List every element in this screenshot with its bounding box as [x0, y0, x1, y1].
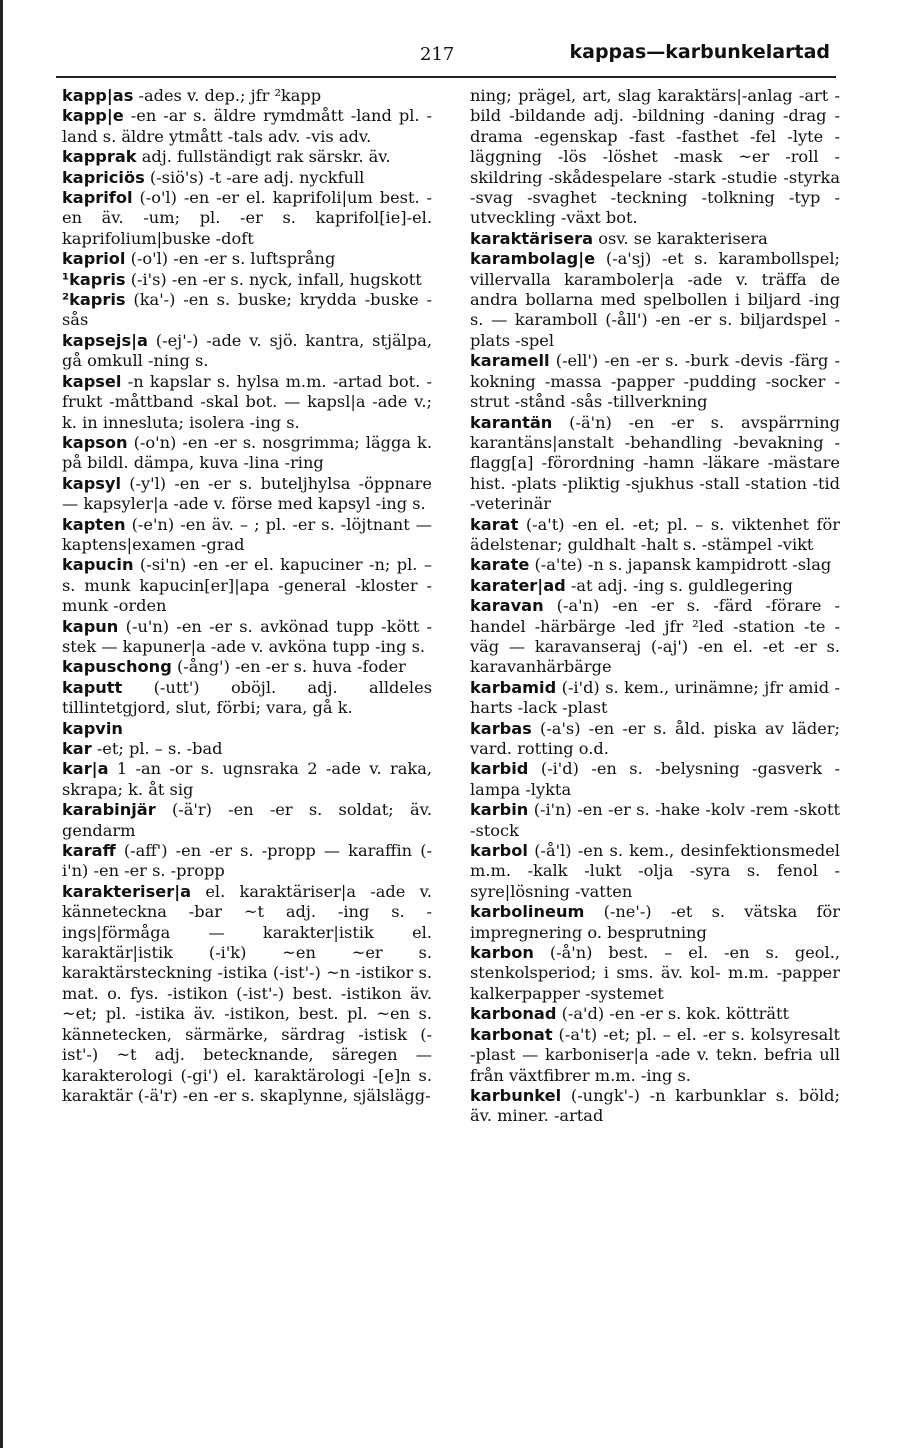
headword: karavan [470, 596, 544, 616]
headword: karantän [470, 412, 553, 432]
dictionary-entry: kar|a 1 -an -or s. ugnsraka 2 -ade v. raka, skrapa; k. åt sig [62, 759, 432, 799]
running-head: kappas—karbunkelartad [569, 41, 830, 63]
right-column [470, 86, 840, 1127]
dictionary-entry: karabinjär (-ä'r) -en -er s. soldat; äv. gendarm [62, 800, 432, 840]
headword: kar [62, 739, 92, 758]
headword: karbamid [470, 677, 557, 697]
dictionary-entry: kapp|as -ades v. dep.; jfr ²kapp [62, 86, 322, 105]
dictionary-entry: kar -et; pl. – s. -bad [62, 739, 223, 758]
headword: karamell [470, 351, 550, 371]
dictionary-entry: kapuschong (-ång') -en -er s. huva -foder [62, 657, 406, 677]
dictionary-entry: karat (-a't) -en el. -et; pl. – s. viktenhet för ädelstenar; guldhalt -halt s. -stämpel -vikt [470, 514, 840, 554]
dictionary-entry: karater|ad -at adj. -ing s. guldlegering [470, 575, 793, 595]
headword: kapriciös [62, 167, 145, 187]
headword: ¹kapris [62, 269, 126, 289]
dictionary-entry: karate (-a'te) -n s. japansk kampidrott -slag [470, 555, 832, 575]
headword: kapuschong [62, 657, 172, 677]
page-edge-rule [0, 0, 3, 1448]
headword: karbolineum [470, 902, 585, 922]
dictionary-entry: karantän (-ä'n) -en -er s. avspärrning karantäns|anstalt -behandling -bevakning -flagg[a] -förordning -hamn -läkare -mästare hist. -plats -pliktig -sjukhus -stall -station -tid -veterinär [470, 412, 840, 514]
headword: kapucin [62, 555, 134, 575]
dictionary-entry: karbolineum (-ne'-) -et s. vätska för impregnering o. besprutning [470, 902, 840, 942]
dictionary-entry: karbol (-å'l) -en s. kem., desinfektionsmedel m.m. -kalk -lukt -olja -syra s. fenol -syre|lösning -vatten [470, 841, 840, 901]
headword: kaprifol [62, 188, 133, 208]
dictionary-entry: karbid (-i'd) -en s. -belysning -gasverk -lampa -lykta [470, 759, 840, 799]
headword: karbonad [470, 1004, 557, 1024]
headword: karat [470, 514, 519, 534]
headword: kapprak [62, 147, 137, 167]
headword: kar|a [62, 759, 109, 779]
headword: karaktärisera [470, 228, 594, 248]
headword: kapson [62, 432, 128, 452]
dictionary-entry: karbonat (-a't) -et; pl. – el. -er s. kolsyresalt -plast — karboniser|a -ade v. tekn. befria ull från växtfibrer m.m. -ing s. [470, 1024, 840, 1085]
dictionary-entry: kapson (-o'n) -en -er s. nosgrimma; lägga k. på bildl. dämpa, kuva -lina -ring [62, 432, 432, 473]
headword: kapsyl [62, 473, 122, 493]
dictionary-entry: karbunkel (-ungk'-) -n karbunklar s. böld; äv. miner. -artad [470, 1085, 840, 1126]
dictionary-entry: kapp|e -en -ar s. äldre rymdmått -land pl. -land s. äldre ytmått -tals adv. -vis adv. [62, 106, 432, 146]
headword: karakteriser|a [62, 881, 192, 901]
headword: kapriol [62, 249, 126, 269]
headword: kapp|as [62, 86, 134, 105]
dictionary-entry: karbin (-i'n) -en -er s. -hake -kolv -rem -skott -stock [470, 800, 840, 840]
headword: karbonat [470, 1024, 553, 1044]
headword: karbin [470, 800, 529, 820]
dictionary-entry: karbon (-å'n) best. – el. -en s. geol., stenkolsperiod; i sms. äv. kol- m.m. -papper kalkerpapper -systemet [470, 943, 840, 1003]
headword: karabinjär [62, 800, 156, 820]
dictionary-entry: karbonad (-a'd) -en -er s. kok. kötträtt [470, 1004, 790, 1024]
dictionary-entry: karambolag|e (-a'sj) -et s. karambollspel; villervalla karamboler|a -ade v. träffa de andra bollarna med spelbollen i biljard -ing s. — karamboll (-åll') -en -er s. biljardspel -plats -spel [470, 249, 840, 350]
dictionary-entry: kapun (-u'n) -en -er s. avkönad tupp -kött -stek — kapuner|a -ade v. avköna tupp -ing s. [62, 616, 432, 656]
headword: kapsel [62, 371, 122, 391]
left-column [62, 86, 432, 1106]
dictionary-entry: kapriol (-o'l) -en -er s. luftsprång [62, 249, 336, 269]
dictionary-entry: karaff (-aff') -en -er s. -propp — karaffin (-i'n) -en -er s. -propp [62, 841, 432, 881]
dictionary-entry: karakteriser|a el. karaktäriser|a -ade v. känneteckna -bar ~t adj. -ing s. -ings|förmåga — karakter|istik el. karaktär|istik (-i'k) ~en ~er s. karaktärsteckning -istika (-ist'-) ~n -istikor s. mat. o. fys. -istikon (-ist'-) best. -istikon äv. ~et; pl. -istika äv. -istikon, best. pl. ~en s. kännetecken, särmärke, särdrag -istisk (-ist'-) ~t adj. betecknande, säregen — karakterologi (-gi') el. karaktärologi -[e]n s. karaktär (-ä'r) -en -er s. skaplynne, själslägg- [62, 881, 432, 1105]
headword: kaputt [62, 677, 123, 697]
page-number: 217 [420, 44, 455, 65]
dictionary-entry: kapucin (-si'n) -en -er el. kapuciner -n; pl. – s. munk kapucin[er]|apa -general -kloster -munk -orden [62, 555, 432, 616]
dictionary-entry: karbamid (-i'd) s. kem., urinämne; jfr amid -harts -lack -plast [470, 677, 840, 718]
dictionary-entry: karamell (-ell') -en -er s. -burk -devis -färg -kokning -massa -papper -pudding -socker -strut -stånd -sås -tillverkning [470, 351, 840, 412]
dictionary-entry: kapsyl (-y'l) -en -er s. buteljhylsa -öppnare — kapsyler|a -ade v. förse med kapsyl -ing s. [62, 473, 432, 514]
headword: kapten [62, 514, 126, 534]
dictionary-entry [62, 719, 432, 739]
dictionary-entry: kapprak adj. fullständigt rak särskr. äv. [62, 147, 391, 167]
dictionary-entry: karavan (-a'n) -en -er s. -färd -förare -handel -härbärge -led jfr ²led -station -te -väg — karavanseraj (-aj') -en el. -et -er s. karavanhärbärge [470, 596, 840, 677]
header-rule [56, 76, 836, 78]
headword: karaff [62, 841, 116, 861]
headword: karbol [470, 841, 528, 861]
headword: kapun [62, 616, 119, 636]
dictionary-entry: kaprifol (-o'l) -en -er el. kaprifoli|um best. -en äv. -um; pl. -er s. kaprifol[ie]-el. kaprifolium|buske -doft [62, 188, 432, 248]
headword: kapvin [62, 718, 123, 738]
dictionary-entry: kapriciös (-siö's) -t -are adj. nyckfull [62, 167, 365, 187]
headword: kapsejs|a [62, 330, 148, 350]
headword: karbas [470, 718, 532, 738]
headword: kapp|e [62, 106, 124, 126]
dictionary-entry: kapten (-e'n) -en äv. – ; pl. -er s. -löjtnant — kaptens|examen -grad [62, 514, 432, 554]
headword: karater|ad [470, 575, 566, 595]
dictionary-entry: kaputt (-utt') oböjl. adj. alldeles tillintetgjord, slut, förbi; vara, gå k. [62, 677, 432, 718]
dictionary-entry: ²kapris (ka'-) -en s. buske; krydda -buske -sås [62, 290, 432, 330]
headword: ²kapris [62, 290, 126, 310]
headword: karbunkel [470, 1085, 562, 1105]
dictionary-entry: kapsel -n kapslar s. hylsa m.m. -artad bot. -frukt -måttband -skal bot. — kapsl|a -ade v.; k. in innesluta; isolera -ing s. [62, 371, 432, 432]
dictionary-entry: karbas (-a's) -en -er s. åld. piska av läder; vard. rotting o.d. [470, 718, 840, 758]
dictionary-entry: kapsejs|a (-ej'-) -ade v. sjö. kantra, stjälpa, gå omkull -ning s. [62, 330, 432, 371]
dictionary-entry: ning; prägel, art, slag karaktärs|-anlag -art -bild -bildande adj. -bildning -daning -drag -drama -egenskap -fast -fasthet -fel -lyte -läggning -lös -löshet -mask ~er -roll -skildring -skådespelare -stark -studie -styrka -svag -svaghet -teckning -tolkning -typ -utveckling -växt bot. [470, 86, 840, 228]
headword: karbon [470, 943, 534, 963]
dictionary-entry: karaktärisera osv. se karakterisera [470, 228, 768, 248]
headword: karbid [470, 759, 529, 779]
headword: karate [470, 555, 530, 575]
dictionary-entry: ¹kapris (-i's) -en -er s. nyck, infall, hugskott [62, 269, 422, 289]
headword: karambolag|e [470, 249, 596, 269]
